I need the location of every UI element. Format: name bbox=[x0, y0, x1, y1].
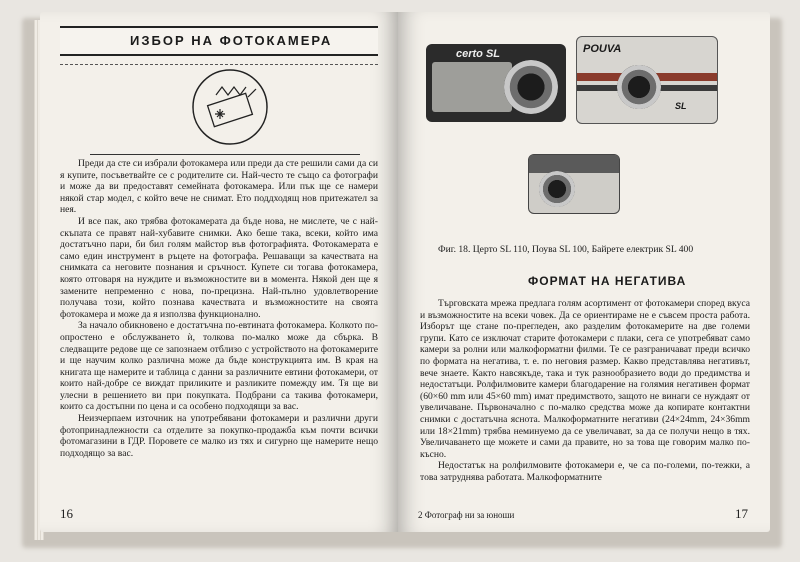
camera-sketch-icon bbox=[190, 67, 270, 147]
paragraph: Търговската мрежа предлага голям асортимент от фотокамери според вкуса и възможностите на всеки човек. Да се ориентираме не е съвсем проста работа. Изборът ще стане по-прегледен, ако разделим фотокамерите на две големи групи. Като се изключат старите фотокамери с плаки, сега се употребяват само камери за ролни или малкоформатни филми. Те се разграничават преди всичко по формата на негатива, т. е. по неговия размер. Какво представлява негативът, вече знаете. Както навсякъде, така и тук разнообразието води до предимства и недостатъци. Ролфилмовите камери благодарение на голямия негативен формат (60×60 mm или 45×60 mm) имат предимството, защото не винаги се нуждаят от увеличаване. Първоначално с по-малко средства може да копирате контактни снимки с достатъчна яснота. Малкоформатните негативи (24×24mm, 24×36mm или 18×21mm) трябва неминуемо да се увеличават, за да се получи нещо в тях. Увеличаването ще можете и сами да правите, но за това ще говорим малко по-късно. bbox=[420, 298, 750, 460]
left-body-text bbox=[60, 158, 378, 459]
camera-label: POUVA bbox=[583, 43, 622, 55]
right-body-text bbox=[420, 298, 750, 484]
footer-signature: 2 Фотограф ни за юноши bbox=[418, 510, 515, 520]
paragraph: Неизчерпаем източник на употребявани фотокамери и различни други фотопринадлежности са отделите за покупко-продажба към почти всички фотомагазини в ГДР. Поровете се малко из тях и сигурно ще намерите нещо подходящо за вас. bbox=[60, 413, 378, 459]
paragraph: Преди да сте си избрали фотокамера или преди да сте решили сами да си я купите, посъветвайте се с родителите си. Най-често те също са фотографи и може да ви предоставят семейната фотокамера. Или пък ще се намери някой стар модел, с който вече не снимат. Ето поддходящ нов притежател за нея. bbox=[60, 158, 378, 216]
lens-icon bbox=[539, 171, 575, 207]
camera-label: certo SL bbox=[456, 48, 501, 60]
lens-icon bbox=[617, 65, 661, 109]
section-rule bbox=[90, 154, 360, 155]
camera-photo-pouva bbox=[576, 36, 718, 124]
paragraph: За начало обикновено е достатъчна по-евтината фотокамера. Колкото по-опростено е обслужването ѝ, толкова по-малко може да сбърка. В следващите редове ще се запознаем отблизо с устройството на фотокамерите и ще научим колко различна може да бъде конструкцията им. В края на книгата ще намерите и таблица с данни за различните евтини фотокамери, от които най-добре се виждат приликите и разликите помежду им. Тя ще ви улесни в решението ви при покупката. Подбрани са такива фотокамери, които са достъпни по цена и са особено подходящи за вас. bbox=[60, 320, 378, 413]
camera-photo-certo bbox=[426, 44, 566, 122]
section-title: ФОРМАТ НА НЕГАТИВА bbox=[528, 274, 687, 288]
paragraph: Недостатък на ролфилмовите фотокамери е, че са по-големи, по-тежки, а това затруднява работата. Малкоформатните bbox=[420, 460, 750, 483]
chapter-title: ИЗБОР НА ФОТОКАМЕРА bbox=[130, 33, 333, 48]
left-page bbox=[40, 12, 398, 532]
page-number: 17 bbox=[735, 506, 748, 521]
page-number: 16 bbox=[60, 506, 73, 521]
lens-icon bbox=[504, 60, 558, 114]
camera-photo-beirette bbox=[528, 154, 620, 214]
camera-label: SL bbox=[675, 101, 687, 111]
chapter-header bbox=[60, 26, 378, 56]
header-divider bbox=[60, 64, 378, 65]
right-page bbox=[398, 12, 770, 532]
paragraph: И все пак, ако трябва фотокамерата да бъде нова, не мислете, че с най-скъпата се правят най-хубавите снимки. Ако беше така, всеки, който има достатъчно пари, би бил голям майстор във фотографията. Фотокамерата е само един инструмент в ръцете на фотографа. Решаващи за качествата на снимката са неговите познания и сръчност. Купете си тогава фотокамера, която отговаря на нуждите и възможностите ви в момента. Някой ден ще я замените непременно с нова, по-прецизна. Най-пълно удовлетворение получава този, който познава качествата и възможностите на своята фотокамера и може да я използва функционално. bbox=[60, 215, 378, 320]
figure-caption: Фиг. 18. Церто SL 110, Поува SL 100, Байрете електрик SL 400 bbox=[438, 244, 694, 255]
